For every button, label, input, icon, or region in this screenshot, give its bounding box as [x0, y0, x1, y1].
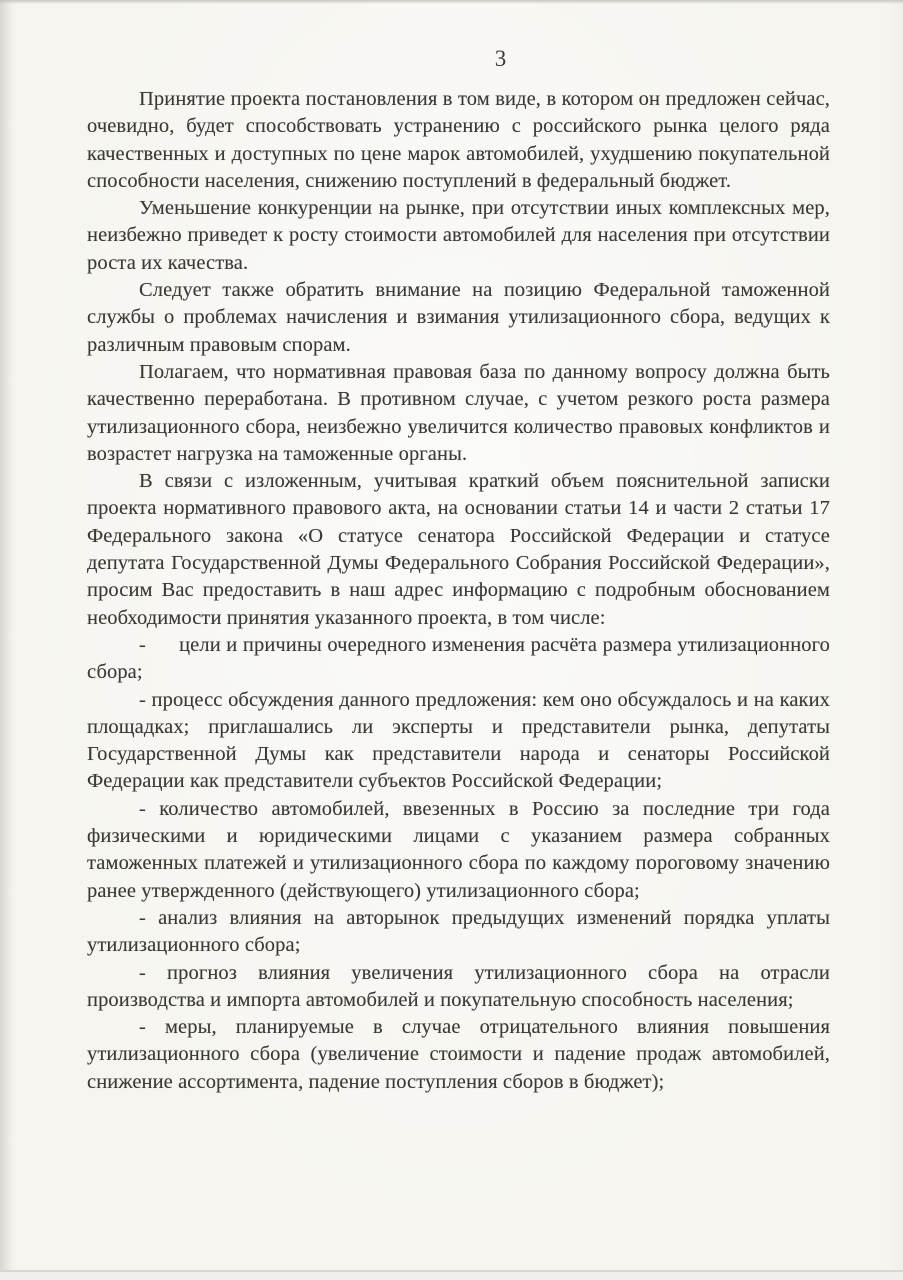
paragraph-competition: Уменьшение конкуренции на рынке, при отсутствии иных комплексных мер, неизбежно приведет к росту стоимости автомобилей для населения при отсутствии роста их качества. — [87, 197, 830, 274]
list-item-forecast: - прогноз влияния увеличения утилизационного сбора на отрасли производства и импорта автомобилей и покупательную способность населения; — [87, 961, 830, 1011]
paragraph-intro-consequences: Принятие проекта постановления в том виде, в котором он предложен сейчас, очевидно, будет способствовать устранению с российского рынка целого ряда качественных и доступных по цене марок автомобилей, ухудшению покупательной способности населения, снижению поступлений в федеральный бюджет. — [87, 88, 830, 192]
letter-body — [87, 86, 830, 1096]
scan-edge-top — [0, 0, 903, 4]
list-item-import-statistics: - количество автомобилей, ввезенных в Россию за последние три года физическими и юридическими лицами с указанием размера собранных таможенных платежей и утилизационного сбора по каждому пороговому значению ранее утвержденного (действующего) утилизационного сбора; — [87, 797, 830, 902]
paragraph-customs-service: Следует также обратить внимание на позицию Федеральной таможенной службы о проблемах начисления и взимания утилизационного сбора, ведущих к различным правовым спорам. — [87, 279, 830, 356]
list-item-market-analysis: - анализ влияния на авторынок предыдущих изменений порядка уплаты утилизационного сбора; — [87, 906, 830, 957]
list-item-mitigation-measures: - меры, планируемые в случае отрицательного влияния повышения утилизационного сбора (увеличение стоимости и падение продаж автомобилей, снижение ассортимента, падение поступления сборов в бюджет); — [87, 1016, 830, 1093]
paragraph-legal-base: Полагаем, что нормативная правовая база по данному вопросу должна быть качественно переработана. В противном случае, с учетом резкого роста размера утилизационного сбора, неизбежно увеличится количество правовых конфликтов и возрастет нагрузка на таможенные органы. — [87, 360, 830, 465]
paragraph-request: В связи с изложенным, учитывая краткий объем пояснительной записки проекта нормативного правового акта, на основании статьи 14 и части 2 статьи 17 Федерального закона «О статусе сенатора Российской Федерации и статусе депутата Государственной Думы Федерального Собрания Российской Федерации», просим Вас предоставить в наш адрес информацию с подробным обоснованием необходимости принятия указанного проекта, в том числе: — [87, 470, 830, 629]
list-item-discussion-process: - процесс обсуждения данного предложения: кем оно обсуждалось и на каких площадках; приглашались ли эксперты и представители рынка, депутаты Государственной Думы как представители народа и сенаторы Российской Федерации как представители субъектов Российской Федерации; — [87, 688, 830, 793]
list-item-goals: - цели и причины очередного изменения расчёта размера утилизационного сбора; — [87, 633, 830, 684]
scan-edge-bottom-fill — [0, 1272, 903, 1280]
scan-edge-left — [0, 0, 12, 1280]
page-number: 3 — [494, 46, 507, 71]
